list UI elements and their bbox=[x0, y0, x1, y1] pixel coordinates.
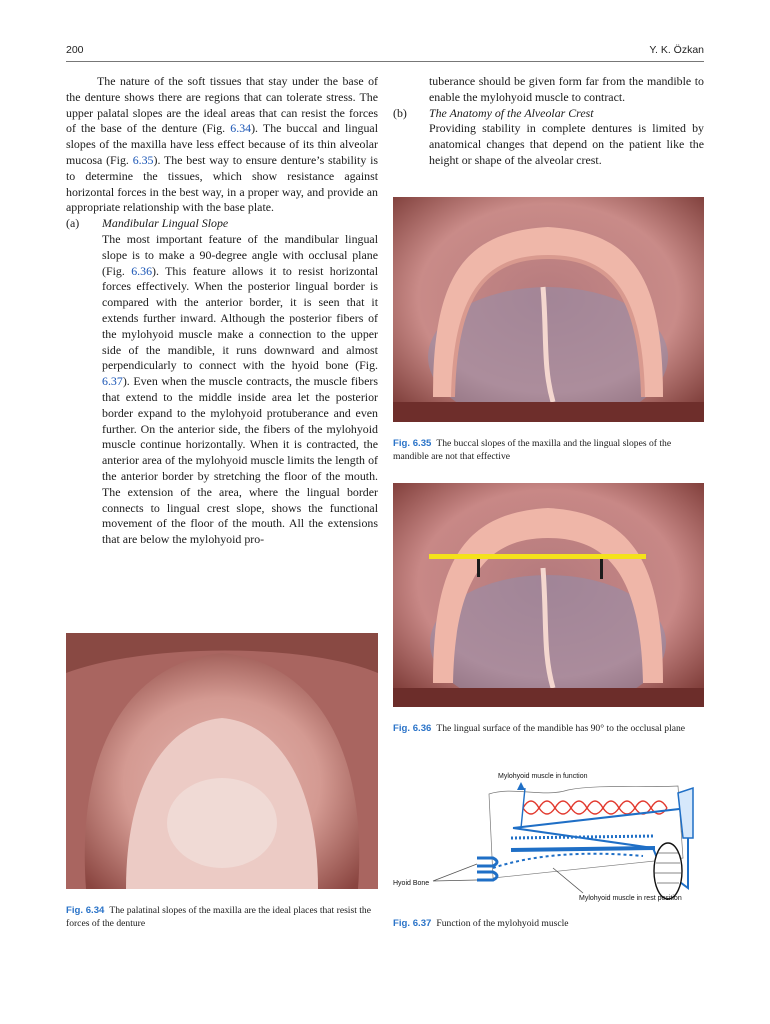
fig-6-36-caption: Fig. 6.36 The lingual surface of the mandible has 90° to the occlusal plane bbox=[393, 723, 686, 734]
ref-fig-6-34[interactable]: 6.34 bbox=[230, 121, 252, 136]
fig-6-35-label: Fig. 6.35 bbox=[393, 438, 432, 449]
ref-fig-6-37[interactable]: 6.37 bbox=[102, 374, 123, 389]
continuation-paragraph: tuberance should be given form far from the mandible to enable the mylohyoid muscle to contract. bbox=[429, 74, 704, 104]
fig-6-37-diagram bbox=[393, 768, 704, 908]
intro-paragraph: The nature of the soft tissues that stay under the base of the denture shows there are regions that can tolerate stress. The upper palatal slopes are the ideal areas that can resist the forces of the base of the denture (Fig. 6.34). The buccal and lingual slopes of the maxilla have less effect because of its thin alveolar mucosa (Fig. 6.35). The best way to ensure denture’s stability is to determine the tissues, which show resistance against horizontal forces in the best way, in a proper way, and provide an appropriate relationship with the base plate. bbox=[66, 74, 379, 215]
left-column bbox=[66, 74, 378, 548]
occlusal-line bbox=[429, 554, 646, 559]
fig-6-36-label: Fig. 6.36 bbox=[393, 723, 432, 734]
page-number: 200 bbox=[66, 44, 84, 56]
fig-6-37-label: Fig. 6.37 bbox=[393, 918, 432, 929]
perpendicular-marker-right bbox=[600, 559, 603, 579]
fig-6-37-caption: Fig. 6.37 Function of the mylohyoid muscle bbox=[393, 918, 569, 929]
fig-6-34-photo bbox=[66, 633, 378, 889]
section-b-title: The Anatomy of the Alveolar Crest bbox=[429, 105, 594, 120]
fig-6-35-photo bbox=[393, 197, 704, 422]
section-a-label: (a) bbox=[66, 216, 80, 231]
label-hyoid-bone: Hyoid Bone bbox=[393, 880, 430, 887]
section-b bbox=[393, 106, 704, 169]
fig-6-35-caption: Fig. 6.35 The buccal slopes of the maxilla and the lingual slopes of the mandible are not that effective bbox=[393, 438, 672, 462]
header-rule bbox=[66, 61, 704, 62]
section-a-title: Mandibular Lingual Slope bbox=[102, 216, 229, 231]
label-mylohyoid-in-rest: Mylohyoid muscle in rest position bbox=[579, 895, 682, 902]
section-b-label: (b) bbox=[393, 105, 407, 120]
mylohyoid-diagram bbox=[393, 768, 704, 908]
maxillary-arch-photo-image bbox=[393, 197, 704, 422]
ref-fig-6-35[interactable]: 6.35 bbox=[132, 152, 154, 167]
right-column bbox=[393, 74, 704, 169]
fig-6-34-label: Fig. 6.34 bbox=[66, 905, 105, 916]
section-a-body: The most important feature of the mandibular lingual slope is to make a 90-degree angle with occlusal plane (Fig. 6.36). This feature allows it to resist horizontal forces effectively. When the posterior lingual border is compared with the anterior border, it is seen that it extends further inward. Although the posterior fibers of the mylohyoid muscle make a connection to the upper side of the mandible, it runs downward and almost perpendicularly to connect with the hyoid bone (Fig. 6.37). Even when the muscle contracts, the muscle fibers that extend to the middle inside area let the posterior border expand to the mylohyoid protuberance and even further. On the anterior side, the fibers of the mylohyoid muscle continue horizontally. When it is contracted, the anterior area of the mylohyoid muscle limits the length of the anterior border by stretching the floor of the mouth. The extension of the area, where the lingual border connects to lingual crest slope, shows the functional movement of the floor of the mouth. All the extensions that are below the mylohyoid pro- bbox=[102, 231, 378, 547]
perpendicular-marker-left bbox=[477, 559, 480, 577]
label-mylohyoid-in-function: Mylohyoid muscle in function bbox=[498, 773, 588, 780]
palate-photo-image bbox=[66, 633, 378, 889]
ref-fig-6-36[interactable]: 6.36 bbox=[131, 263, 153, 278]
section-b-body: Providing stability in complete dentures is limited by anatomical changes that depend on the patient like the height or shape of the alveolar crest. bbox=[429, 121, 704, 167]
fig-6-34-caption: Fig. 6.34 The palatinal slopes of the maxilla are the ideal places that resist the forces of the denture bbox=[66, 905, 371, 929]
section-a bbox=[66, 216, 378, 548]
hyoid-bone-icon bbox=[477, 858, 497, 880]
fig-6-36-photo bbox=[393, 483, 704, 707]
running-author: Y. K. Özkan bbox=[649, 44, 704, 56]
occlusal-plane-photo-image bbox=[393, 483, 704, 707]
